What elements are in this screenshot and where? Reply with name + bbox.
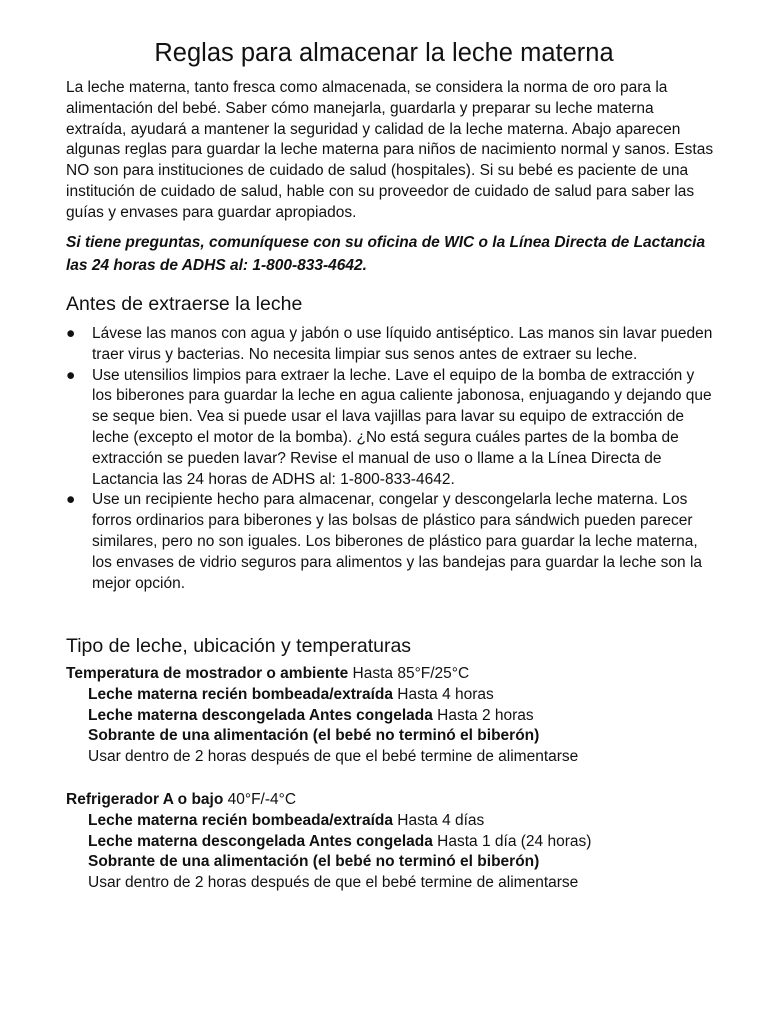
list-item-text: Use utensilios limpios para extraer la leche. Lave el equipo de la bomba de extracción y los biberones para guardar la leche en agua caliente jabonosa, enjuagando y dejando que se seque bien. Vea si puede usar el lava vajillas para lavar su equipo de extracción de leche (excepto el motor de la bomba). ¿No está segura cuáles partes de la bomba de extracción se pueden lavar? Revise el manual de uso o llame a la Línea Directa de Lactancia las 24 horas de ADHS al: 1-800-833-4642. bbox=[92, 366, 712, 488]
row-value: Hasta 4 horas bbox=[392, 685, 494, 703]
counter-value: Hasta 85°F/25°C bbox=[348, 665, 470, 682]
row-value: Usar dentro de 2 horas después de que el bebé termine de alimentarse bbox=[88, 748, 579, 766]
fridge-row bbox=[66, 852, 726, 873]
list-item bbox=[66, 490, 716, 594]
fridge-row bbox=[66, 811, 726, 832]
counter-label: Temperatura de mostrador o ambiente bbox=[66, 665, 349, 682]
fridge-value: 40°F/-4°C bbox=[223, 791, 297, 808]
section-heading-before-pumping: Antes de extraerse la leche bbox=[66, 293, 303, 315]
bullet-icon: ● bbox=[66, 325, 76, 342]
counter-storage-block bbox=[66, 664, 726, 768]
fridge-label: Refrigerador A o bajo bbox=[66, 791, 224, 808]
fridge-storage-block bbox=[66, 790, 726, 894]
fridge-row bbox=[66, 873, 726, 894]
fridge-heading-row bbox=[66, 790, 726, 811]
list-item bbox=[66, 366, 716, 491]
row-label: Leche materna descongelada Antes congelada bbox=[88, 832, 433, 850]
row-value: Hasta 4 días bbox=[392, 811, 485, 829]
page-title: Reglas para almacenar la leche materna bbox=[154, 39, 614, 67]
row-label: Leche materna descongelada Antes congelada bbox=[88, 706, 433, 724]
row-label: Leche materna recién bombeada/extraída bbox=[88, 811, 393, 829]
intro-paragraph: La leche materna, tanto fresca como almacenada, se considera la norma de oro para la alimentación del bebé. Saber cómo manejarla, guardarla y preparar su leche materna extraída, ayudará a mantener la seguridad y calidad de la leche materna. Abajo aparecen algunas reglas para guardar la leche materna para niños de nacimiento normal y sanos. Estas NO son para instituciones de cuidado de salud (hospitales). Si su bebé es paciente de una institución de cuidado de salud, hable con su proveedor de cuidado de salud para saber las guías y envases para guardar apropiados. bbox=[66, 79, 714, 221]
row-label: Leche materna recién bombeada/extraída bbox=[88, 685, 393, 703]
row-value: Hasta 1 día (24 horas) bbox=[432, 832, 592, 850]
row-label: Sobrante de una alimentación (el bebé no terminó el biberón) bbox=[88, 853, 540, 871]
list-item bbox=[66, 324, 716, 366]
section-heading-milk-types: Tipo de leche, ubicación y temperaturas bbox=[66, 635, 412, 657]
contact-note: Si tiene preguntas, comuníquese con su oficina de WIC o la Línea Directa de Lactancia las 24 horas de ADHS al: 1-800-833-4642. bbox=[66, 234, 706, 274]
row-label: Sobrante de una alimentación (el bebé no terminó el biberón) bbox=[88, 727, 540, 745]
counter-row bbox=[66, 747, 726, 768]
row-value: Usar dentro de 2 horas después de que el bebé termine de alimentarse bbox=[88, 874, 579, 892]
fridge-row bbox=[66, 832, 726, 853]
row-value: Hasta 2 horas bbox=[432, 706, 534, 724]
bullet-icon: ● bbox=[66, 491, 76, 509]
counter-row bbox=[66, 706, 726, 727]
before-pumping-list bbox=[66, 324, 716, 594]
counter-heading-row bbox=[66, 664, 726, 685]
counter-row bbox=[66, 685, 726, 706]
list-item-text: Lávese las manos con agua y jabón o use líquido antiséptico. Las manos sin lavar pueden traer virus y bacterias. No necesita limpiar sus senos antes de extraer su leche. bbox=[92, 325, 713, 363]
list-item-text: Use un recipiente hecho para almacenar, congelar y descongelarla leche materna. Los forros ordinarios para biberones y las bolsas de plástico para sándwich pueden parecer similares, pero no son iguales. Los biberones de plástico para guardar la leche materna, los envases de vidrio seguros para alimentos y las bandejas para guardar la leche son la mejor opción. bbox=[92, 491, 703, 592]
counter-row bbox=[66, 726, 726, 747]
bullet-icon: ● bbox=[66, 366, 76, 384]
